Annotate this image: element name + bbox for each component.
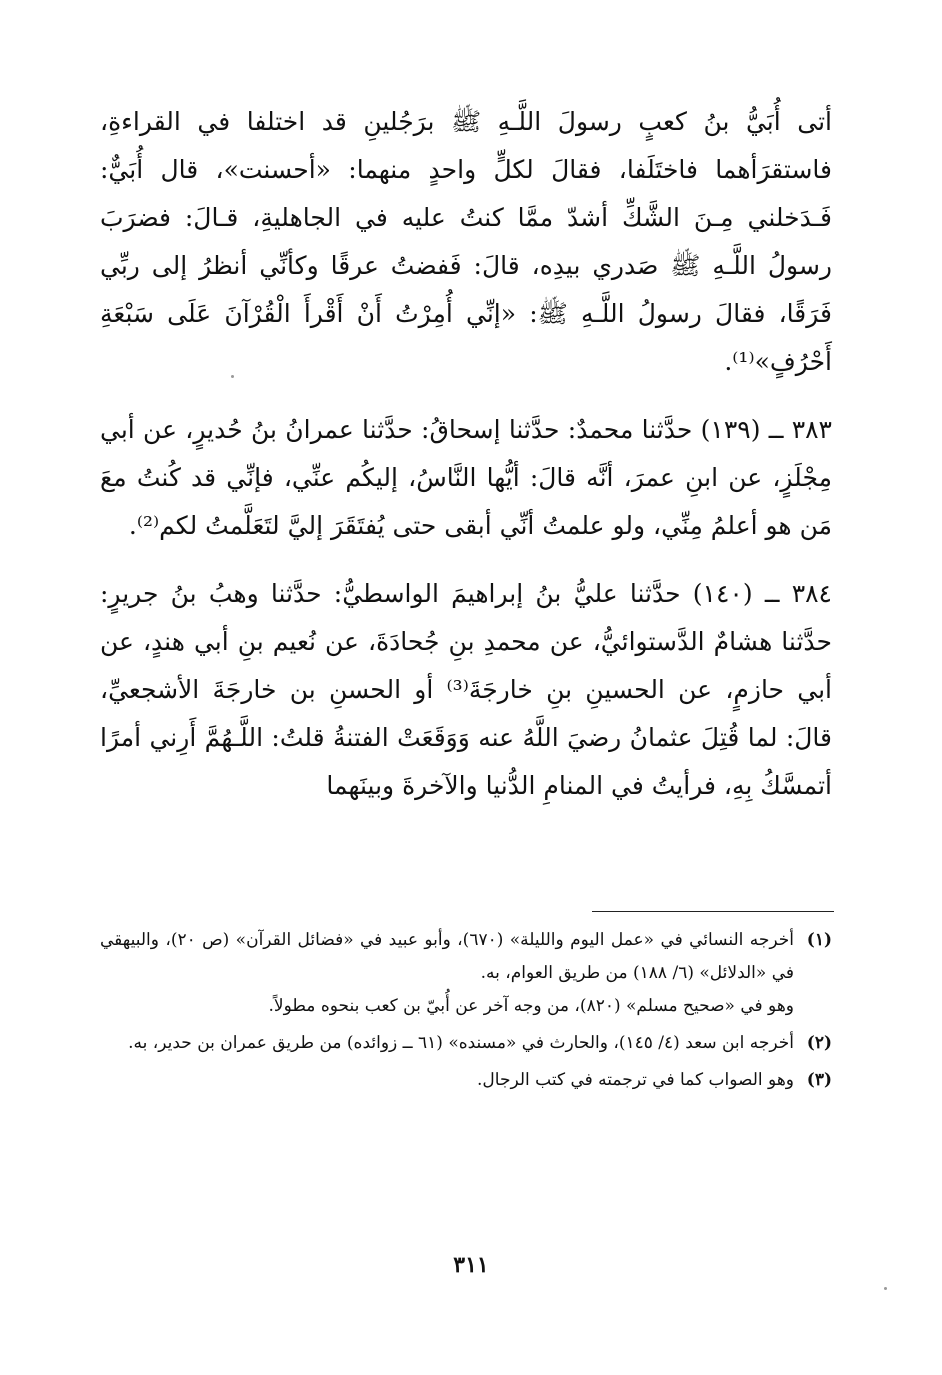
footnote-body xyxy=(100,924,794,1023)
footnote-line: أخرجه النسائي في «عمل اليوم والليلة» (٦٧٠)، وأبو عبيد في «فضائل القرآن» (ص ٢٠)، والبيهقي في «الدلائل» (٦/ ١٨٨) من طريق العوام، به. xyxy=(100,930,795,983)
page-number: ٣١١ xyxy=(453,1252,489,1278)
main-text xyxy=(100,98,832,810)
scan-speck xyxy=(231,375,234,378)
footnote-line: أخرجه ابن سعد (٤/ ١٤٥)، والحارث في «مسنده» (٦١ ــ زوائده) من طريق عمران بن حدير، به. xyxy=(128,1033,794,1053)
paragraph-hadith-384: ٣٨٤ ــ (١٤٠) حدَّثنا عليُّ بنُ إبراهيمَ الواسطيُّ: حدَّثنا وهبُ بنُ جريرٍ: حدَّثنا هشامٌ الدَّستوائيُّ، عن محمدِ بنِ جُحادَةَ، عن نُعيم بنِ أبي هندٍ، عن أبي حازمٍ، عن الحسينِ بنِ خارجَةَ⁽³⁾ أو الحسنِ بن خارجَةَ الأشجعيِّ، قالَ: لما قُتِلَ عثمانُ رضيَ اللَّهُ عنه وَوَقَعَتْ الفتنةُ قلتُ: اللَّـهُمَّ أَرِني أمرًا أتمسَّكُ بِهِ، فرأيتُ في المنامِ الدُّنيا والآخرةَ وبينَهما xyxy=(100,579,832,800)
scan-speck xyxy=(884,1287,887,1290)
footnotes xyxy=(100,924,832,1101)
footnote-body xyxy=(100,1064,794,1097)
footnote-1 xyxy=(100,924,832,1023)
footnote-separator xyxy=(592,911,834,912)
footnote-line: وهو في «صحيح مسلم» (٨٢٠)، من وجه آخر عن أُبيّ بن كعب بنحوه مطولاً. xyxy=(268,996,794,1016)
footnote-number: (١) xyxy=(806,930,832,950)
footnote-3 xyxy=(100,1064,832,1097)
footnote-number: (٢) xyxy=(806,1033,832,1053)
footnote-number: (٣) xyxy=(806,1070,832,1090)
paragraph-hadith-382-end: أتى أُبَيُّ بنُ كعبٍ رسولَ اللَّـهِ ﷺ برَجُلينِ قد اختلفا في القراءةِ، فاستقرَأهما فاختَلَفا، فقالَ لكلٍّ واحدٍ منهما: «أحسنت»، قال أُبَيٌّ: فَـدَخلني مِـنَ الشَّكِّ أشدّ ممَّا كنتُ عليه في الجاهليةِ، قـالَ: فضرَبَ رسولُ اللَّـهِ ﷺ صَدري بيدِه، قالَ: فَفضتُ عرقًا وكأنِّي أنظرُ إلى ربِّي فَرَقًا، فقالَ رسولُ اللَّـهِ ﷺ: «إنِّي أُمِرْتُ أَنْ أَقْرأَ الْقُرْآنَ عَلَى سَبْعَةِ أَحْرُفٍ»⁽¹⁾. xyxy=(100,107,832,376)
paragraph-hadith-383: ٣٨٣ ــ (١٣٩) حدَّثنا محمدٌ: حدَّثنا إسحاقُ: حدَّثنا عمرانُ بنُ حُديرٍ، عن أبي مِجْلَزٍ، عن ابنِ عمرَ، أنَّه قالَ: أيُّها النَّاسُ، إليكُم عنِّي، فإنِّي قد كُنتُ معَ مَن هو أعلمُ مِنِّي، ولو علمتُ أنِّي أبقى حتى يُفتَقَرَ إليَّ لتَعَلَّمتُ لكم⁽²⁾. xyxy=(100,415,832,540)
footnote-line: وهو الصواب كما في ترجمته في كتب الرجال. xyxy=(477,1070,794,1090)
footnote-body xyxy=(100,1027,794,1060)
footnote-2 xyxy=(100,1027,832,1060)
